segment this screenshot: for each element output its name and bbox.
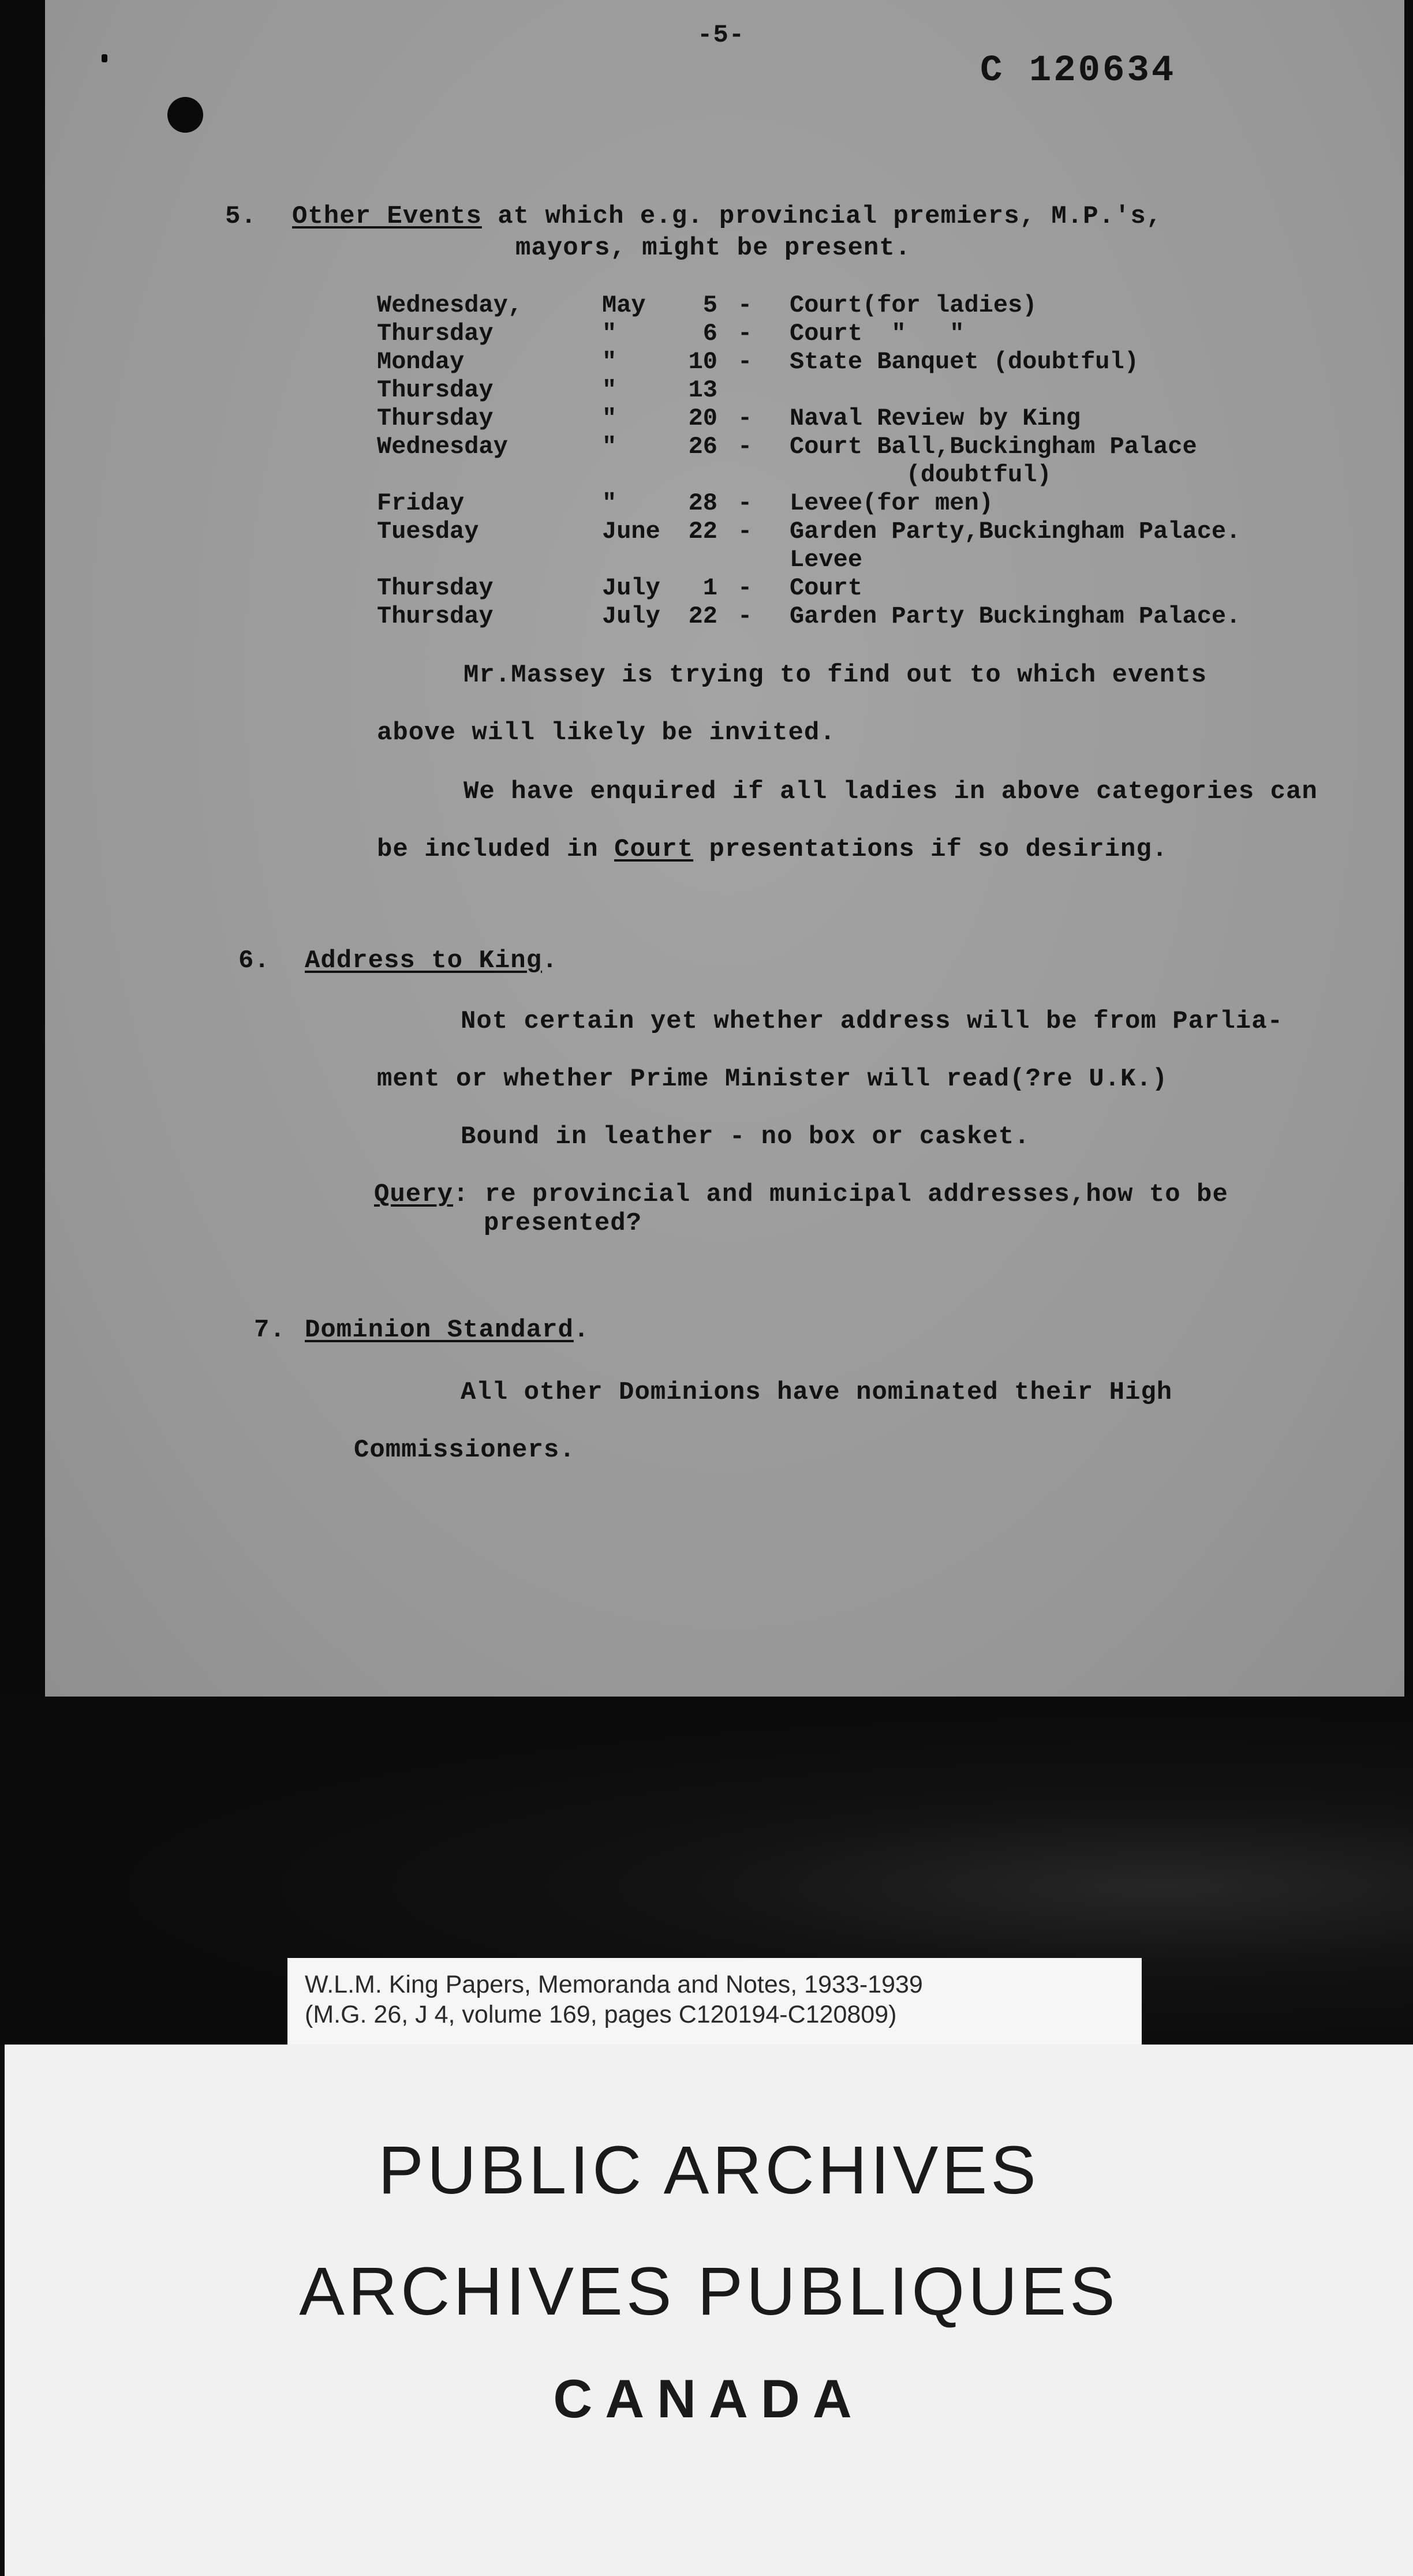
- event-month: ": [602, 348, 617, 376]
- event-month: ": [602, 433, 617, 460]
- event-day: Thursday: [377, 574, 494, 602]
- event-day: Friday: [377, 489, 465, 517]
- section5-para1-line1: Mr.Massey is trying to find out to which events: [463, 661, 1208, 690]
- event-month: July: [602, 574, 660, 602]
- film-mark: [102, 54, 107, 62]
- section5-number: 5.: [225, 202, 257, 231]
- event-date: 13: [688, 376, 717, 404]
- event-event: Court(for ladies): [790, 291, 1037, 319]
- section7-number: 7.: [254, 1316, 286, 1345]
- event-date: 20: [688, 405, 717, 432]
- serial-number: C 120634: [980, 50, 1176, 92]
- event-dash: -: [738, 518, 753, 545]
- section6-query-line2: presented?: [484, 1209, 642, 1238]
- event-event: Garden Party Buckingham Palace.: [790, 602, 1241, 630]
- section6-heading: Address to King: [305, 946, 543, 975]
- section5-para2-line2: [377, 835, 1168, 864]
- event-dash: -: [738, 291, 753, 319]
- event-event: Court Ball,Buckingham Palace: [790, 433, 1197, 460]
- event-event: (doubtful): [790, 461, 1052, 489]
- event-month: May: [602, 291, 646, 319]
- archives-stamp: [0, 2045, 1413, 2576]
- event-date: 26: [688, 433, 717, 460]
- event-dash: -: [738, 320, 753, 347]
- event-day: Thursday: [377, 405, 494, 432]
- section6-line3: Bound in leather - no box or casket.: [461, 1122, 1030, 1151]
- archive-label-line2: (M.G. 26, J 4, volume 169, pages C120194-C120809): [305, 2001, 897, 2028]
- query-text: : re provincial and municipal addresses,how to be: [453, 1180, 1228, 1209]
- event-event: Garden Party,Buckingham Palace.: [790, 518, 1241, 545]
- event-date: 10: [688, 348, 717, 376]
- section5-para2-line1: We have enquired if all ladies in above categories can: [463, 777, 1318, 806]
- section7-heading: Dominion Standard: [305, 1316, 574, 1345]
- event-day: Wednesday: [377, 433, 508, 460]
- archive-label-line1: W.L.M. King Papers, Memoranda and Notes, 1933-1939: [305, 1971, 923, 1998]
- event-month: ": [602, 376, 617, 404]
- event-dash: -: [738, 489, 753, 517]
- event-month: ": [602, 489, 617, 517]
- section7-heading-line: [305, 1316, 589, 1345]
- event-date: 1: [702, 574, 717, 602]
- event-date: 5: [702, 291, 717, 319]
- para2-text-post: presentations if so desiring.: [693, 835, 1168, 864]
- event-date: 28: [688, 489, 717, 517]
- event-month: ": [602, 320, 617, 347]
- event-event: Court " ": [790, 320, 965, 347]
- event-day: Thursday: [377, 376, 494, 404]
- section5-heading-rest: at which e.g. provincial premiers, M.P.'s,: [481, 202, 1162, 231]
- page-number: -5-: [697, 21, 745, 50]
- event-month: July: [602, 602, 660, 630]
- section6-line1: Not certain yet whether address will be from Parlia-: [461, 1007, 1284, 1036]
- stamp-line2: ARCHIVES PUBLIQUES: [299, 2253, 1119, 2330]
- section6-query-line: [374, 1180, 1228, 1209]
- section6-heading-line: [305, 946, 558, 975]
- section5-heading-line: [292, 202, 1162, 231]
- event-month: ": [602, 405, 617, 432]
- court-underlined: Court: [614, 835, 694, 864]
- event-day: Tuesday: [377, 518, 479, 545]
- query-label: Query: [374, 1180, 454, 1209]
- section7-line2: Commissioners.: [354, 1436, 575, 1465]
- section5-para1-line2: above will likely be invited.: [377, 718, 836, 747]
- event-day: Wednesday,: [377, 291, 523, 319]
- document-page: [45, 0, 1404, 1697]
- para2-text-pre: be included in: [377, 835, 615, 864]
- archive-reference-label: [287, 1958, 1142, 2045]
- section5-heading: Other Events: [292, 202, 482, 231]
- section6-line2: ment or whether Prime Minister will read(?re U.K.): [377, 1065, 1168, 1094]
- event-event: Court: [790, 574, 863, 602]
- section7-heading-end: .: [573, 1316, 590, 1345]
- event-dash: -: [738, 405, 753, 432]
- event-day: Monday: [377, 348, 465, 376]
- event-dash: -: [738, 574, 753, 602]
- event-dash: -: [738, 433, 753, 460]
- stamp-line3: CANADA: [553, 2368, 865, 2429]
- event-dash: -: [738, 348, 753, 376]
- event-event: Levee(for men): [790, 489, 993, 517]
- event-month: June: [602, 518, 660, 545]
- event-event: Naval Review by King: [790, 405, 1081, 432]
- section6-heading-end: .: [542, 946, 558, 975]
- section6-number: 6.: [238, 946, 270, 975]
- event-day: Thursday: [377, 320, 494, 347]
- event-date: 22: [688, 602, 717, 630]
- stamp-line1: PUBLIC ARCHIVES: [378, 2132, 1040, 2208]
- event-date: 6: [702, 320, 717, 347]
- event-date: 22: [688, 518, 717, 545]
- event-dash: -: [738, 602, 753, 630]
- event-event: Levee: [790, 546, 863, 574]
- punch-hole: [167, 97, 203, 133]
- event-event: State Banquet (doubtful): [790, 348, 1139, 376]
- event-day: Thursday: [377, 602, 494, 630]
- section5-heading-line2: mayors, might be present.: [515, 234, 911, 263]
- section7-line1: All other Dominions have nominated their High: [461, 1378, 1173, 1407]
